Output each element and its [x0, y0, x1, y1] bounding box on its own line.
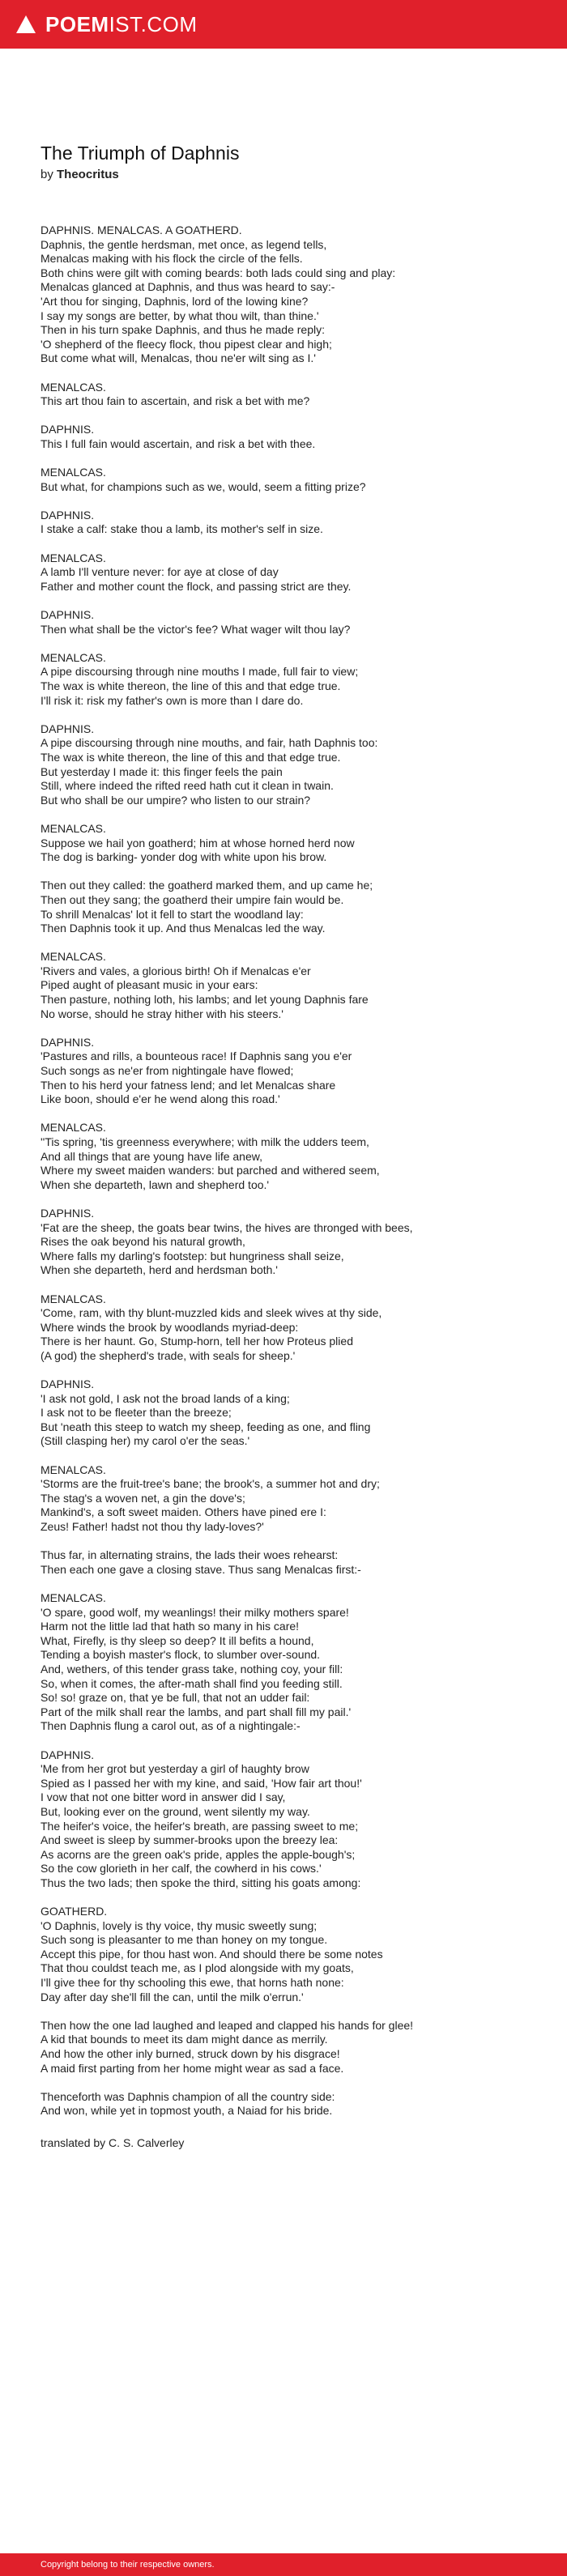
poem-line: This I full fain would ascertain, and risk a bet with thee.	[40, 436, 316, 450]
poem-line: The wax is white thereon, the line of this and that edge true.	[40, 679, 341, 692]
poem-line: The wax is white thereon, the line of this and that edge true.	[40, 750, 341, 764]
site-header	[0, 0, 567, 49]
poem-line: I stake a calf: stake thou a lamb, its mother's self in size.	[40, 522, 323, 536]
poem-line: Then pasture, nothing loth, his lambs; and let young Daphnis fare	[40, 993, 369, 1007]
poem-line: Tending a boyish master's flock, to slumber over-sound.	[40, 1648, 321, 1662]
poem-line: DAPHNIS.	[40, 508, 95, 522]
poem-line: What, Firefly, is thy sleep so deep? It ill befits a hound,	[40, 1633, 314, 1647]
poem-line: Menalcas glanced at Daphnis, and thus was heard to say:-	[40, 280, 335, 294]
poem-line: Father and mother count the flock, and passing strict are they.	[40, 579, 352, 593]
poem-line: And sweet is sleep by summer-brooks upon the breezy lea:	[40, 1833, 339, 1847]
poem-line: MENALCAS.	[40, 380, 106, 394]
poem-stanza	[40, 1292, 429, 1364]
poem-line: (A god) the shepherd's trade, with seals for sheep.'	[40, 1348, 296, 1362]
poem-line: MENALCAS.	[40, 650, 106, 664]
poem-line: But what, for champions such as we, would, seem a fitting prize?	[40, 479, 366, 493]
poem-line: But, looking ever on the ground, went silently my way.	[40, 1804, 310, 1818]
logo-bold-text: POEM	[45, 11, 109, 36]
poem-container	[0, 49, 567, 2151]
poem-line: But come what will, Menalcas, thou ne'er wilt sing as I.'	[40, 351, 316, 365]
poem-line: Rises the oak beyond his natural growth,	[40, 1235, 245, 1249]
poem-line: Mankind's, a soft sweet maiden. Others have pined ere I:	[40, 1505, 326, 1519]
poem-line: Thus the two lads; then spoke the third, sitting his goats among:	[40, 1876, 361, 1889]
poem-line: And all things that are young have life anew,	[40, 1149, 262, 1163]
poem-line: I'll risk it: risk my father's own is more than I dare do.	[40, 693, 304, 707]
poem-line: 'Art thou for singing, Daphnis, lord of the lowing kine?	[40, 294, 309, 308]
poem-stanza	[40, 608, 429, 637]
poem-stanza	[40, 651, 429, 708]
poem-line: Where my sweet maiden wanders: but parched and withered seem,	[40, 1164, 380, 1177]
poem-stanza	[40, 1121, 429, 1192]
poem-stanza	[40, 1748, 429, 1891]
poem-stanza	[40, 509, 429, 537]
poem-line: No worse, should he stray hither with his steers.'	[40, 1007, 284, 1020]
poem-line: The heifer's voice, the heifer's breath, are passing sweet to me;	[40, 1819, 359, 1833]
poem-line: DAPHNIS.	[40, 1377, 95, 1391]
poem-line: 'O Daphnis, lovely is thy voice, thy music sweetly sung;	[40, 1918, 318, 1932]
poem-line: So! so! graze on, that ye be full, that not an udder fail:	[40, 1691, 310, 1705]
poem-line: Thenceforth was Daphnis champion of all the country side:	[40, 2089, 335, 2103]
poem-line: MENALCAS.	[40, 1591, 106, 1604]
poem-line: DAPHNIS.	[40, 423, 95, 436]
site-footer	[0, 2553, 567, 2576]
poem-line: 'O spare, good wolf, my weanlings! their milky mothers spare!	[40, 1605, 349, 1619]
poem-line: DAPHNIS. MENALCAS. A GOATHERD.	[40, 224, 242, 236]
logo-rest-text: IST.COM	[109, 11, 198, 36]
poem-line: I'll give thee for thy schooling this ewe, that horns hath none:	[40, 1976, 344, 1990]
poem-line: Like boon, should e'er he wend along this road.'	[40, 1092, 280, 1106]
poem-stanza	[40, 2019, 429, 2076]
poem-line: 'Fat are the sheep, the goats bear twins, the hives are thronged with bees,	[40, 1220, 413, 1234]
poem-line: Both chins were gilt with coming beards: both lads could sing and play:	[40, 266, 396, 279]
poem-line: Menalcas making with his flock the circle of the fells.	[40, 252, 303, 266]
poem-line: MENALCAS.	[40, 466, 106, 479]
poem-stanza	[40, 1591, 429, 1734]
poem-line: When she departeth, lawn and shepherd too.'	[40, 1177, 270, 1191]
poem-line: 'I ask not gold, I ask not the broad lands of a king;	[40, 1391, 290, 1405]
poem-line: A kid that bounds to meet its dam might dance as merrily.	[40, 2033, 328, 2046]
poem-stanza	[40, 1463, 429, 1535]
poem-stanza	[40, 466, 429, 494]
poem-stanza	[40, 722, 429, 808]
poem-line: Daphnis, the gentle herdsman, met once, as legend tells,	[40, 237, 327, 251]
poem-line: Harm not the little lad that hath so many in his care!	[40, 1620, 300, 1633]
poem-line: And how the other inly burned, struck down by his disgrace!	[40, 2047, 340, 2060]
poem-line: Piped aught of pleasant music in your ears:	[40, 978, 258, 992]
poem-line: So the cow glorieth in her calf, the cowherd in his cows.'	[40, 1862, 322, 1876]
poem-line: To shrill Menalcas' lot it fell to start the woodland lay:	[40, 907, 304, 921]
poem-line: Such song is pleasanter to me than honey on my tongue.	[40, 1933, 328, 1947]
poem-line: Then to his herd your fatness lend; and let Menalcas share	[40, 1078, 336, 1092]
triangle-logo-icon[interactable]	[16, 15, 36, 33]
poem-line: MENALCAS.	[40, 1121, 106, 1135]
poem-line: MENALCAS.	[40, 1292, 106, 1305]
poem-line: And won, while yet in topmost youth, a Naiad for his bride.	[40, 2104, 333, 2118]
poem-stanza	[40, 551, 429, 594]
poem-line: Then Daphnis flung a carol out, as of a nightingale:-	[40, 1719, 301, 1733]
copyright-text: Copyright belong to their respective owners.	[40, 2560, 215, 2570]
poem-line: MENALCAS.	[40, 821, 106, 835]
poem-stanza	[40, 1377, 429, 1449]
poem-line: DAPHNIS.	[40, 608, 95, 622]
poem-title: The Triumph of Daphnis	[40, 143, 240, 164]
poem-line: Then Daphnis took it up. And thus Menalcas led the way.	[40, 922, 326, 935]
poem-line: DAPHNIS.	[40, 1748, 95, 1761]
poem-line: 'Pastures and rills, a bounteous race! If Daphnis sang you e'er	[40, 1050, 352, 1063]
poem-line: This art thou fain to ascertain, and risk a bet with me?	[40, 394, 310, 408]
byline	[40, 168, 526, 181]
poem-line: (Still clasping her) my carol o'er the seas.'	[40, 1434, 250, 1448]
poem-line: MENALCAS.	[40, 1463, 106, 1476]
poem-stanza	[40, 1036, 429, 1107]
poem-stanza	[40, 1207, 429, 1278]
poem-line: DAPHNIS.	[40, 1035, 95, 1049]
poem-line: GOATHERD.	[40, 1905, 108, 1918]
poem-line: A pipe discoursing through nine mouths I made, full fair to view;	[40, 665, 359, 679]
poem-line: Then out they called: the goatherd marked them, and up came he;	[40, 879, 373, 892]
poem-line: I say my songs are better, by what thou wilt, than thine.'	[40, 309, 319, 322]
poem-line: Part of the milk shall rear the lambs, and part shall fill my pail.'	[40, 1705, 352, 1718]
poem-line: I ask not to be fleeter than the breeze;	[40, 1406, 232, 1420]
poem-line: Day after day she'll fill the can, until the milk o'errun.'	[40, 1990, 304, 2003]
poem-line: So, when it comes, the after-math shall find you feeding still.	[40, 1676, 343, 1690]
poem-line: MENALCAS.	[40, 551, 106, 564]
poem-line: Then in his turn spake Daphnis, and thus he made reply:	[40, 323, 325, 337]
poem-line: That thou couldst teach me, as I plod alongside with my goats,	[40, 1961, 354, 1975]
poem-stanza	[40, 822, 429, 865]
poem-line: Where winds the brook by woodlands myriad-deep:	[40, 1320, 299, 1334]
poem-line: 'Storms are the fruit-tree's bane; the brook's, a summer hot and dry;	[40, 1477, 380, 1491]
poem-line: The stag's a woven net, a gin the dove's;	[40, 1491, 245, 1505]
poem-line: Zeus! Father! hadst not thou thy lady-loves?'	[40, 1520, 264, 1534]
poem-line: DAPHNIS.	[40, 1206, 95, 1220]
poem-line: Still, where indeed the rifted reed hath cut it clean in twain.	[40, 779, 334, 793]
poem-stanza	[40, 879, 429, 935]
poem-line: Such songs as ne'er from nightingale have flowed;	[40, 1064, 294, 1078]
poem-line: 'Rivers and vales, a glorious birth! Oh if Menalcas e'er	[40, 964, 311, 977]
poem-line: A lamb I'll venture never: for aye at close of day	[40, 565, 279, 579]
poem-line: I vow that not one bitter word in answer did I say,	[40, 1790, 286, 1804]
poem-line: Then what shall be the victor's fee? What wager wilt thou lay?	[40, 622, 351, 636]
poem-line: When she departeth, herd and herdsman both.'	[40, 1263, 278, 1277]
by-label: by	[40, 168, 53, 181]
poem-stanza	[40, 381, 429, 409]
poem-line: A pipe discoursing through nine mouths, and fair, hath Daphnis too:	[40, 736, 378, 750]
poem-line: Spied as I passed her with my kine, and said, 'How fair art thou!'	[40, 1776, 362, 1790]
poem-stanza	[40, 1548, 429, 1577]
poem-line: Where falls my darling's footstep: but hungriness shall seize,	[40, 1249, 344, 1262]
poem-stanza	[40, 224, 429, 366]
poem-line: Then how the one lad laughed and leaped and clapped his hands for glee!	[40, 2018, 414, 2032]
poem-line: Then out they sang; the goatherd their umpire fain would be.	[40, 892, 344, 906]
poem-line: ''Tis spring, 'tis greenness everywhere; with milk the udders teem,	[40, 1135, 369, 1148]
site-logo[interactable]	[45, 12, 198, 37]
poem-line: The dog is barking- yonder dog with white upon his brow.	[40, 850, 327, 864]
poem-stanza	[40, 950, 429, 1021]
poem-line: MENALCAS.	[40, 950, 106, 964]
poem-line: 'Come, ram, with thy blunt-muzzled kids and sleek wives at thy side,	[40, 1306, 382, 1320]
poem-line: 'O shepherd of the fleecy flock, thou pipest clear and high;	[40, 337, 332, 351]
poem-line: Accept this pipe, for thou hast won. And should there be some notes	[40, 1947, 383, 1961]
translator-credit: translated by C. S. Calverley	[40, 2135, 185, 2149]
author-link[interactable]: Theocritus	[57, 168, 119, 181]
poem-line: As acorns are the green oak's pride, apples the apple-bough's;	[40, 1847, 356, 1861]
poem-line: And, wethers, of this tender grass take, nothing coy, your fill:	[40, 1662, 343, 1675]
poem-line: A maid first parting from her home might wear as sad a face.	[40, 2061, 344, 2075]
poem-line: 'Me from her grot but yesterday a girl of haughty brow	[40, 1762, 309, 1776]
poem-stanza	[40, 1905, 429, 2004]
poem-stanza	[40, 423, 429, 451]
poem-body	[40, 224, 429, 2151]
poem-line: But 'neath this steep to watch my sheep, feeding as one, and fling	[40, 1420, 371, 1433]
poem-line: Thus far, in alternating strains, the lads their woes rehearst:	[40, 1548, 339, 1562]
poem-line: DAPHNIS.	[40, 722, 95, 735]
poem-line: But who shall be our umpire? who listen to our strain?	[40, 793, 311, 807]
poem-line: Then each one gave a closing stave. Thus sang Menalcas first:-	[40, 1562, 361, 1576]
poem-line: But yesterday I made it: this finger feels the pain	[40, 764, 283, 778]
poem-stanza	[40, 2090, 429, 2118]
poem-line: There is her haunt. Go, Stump-horn, tell her how Proteus plied	[40, 1335, 353, 1348]
poem-line: Suppose we hail yon goatherd; him at whose horned herd now	[40, 836, 355, 849]
